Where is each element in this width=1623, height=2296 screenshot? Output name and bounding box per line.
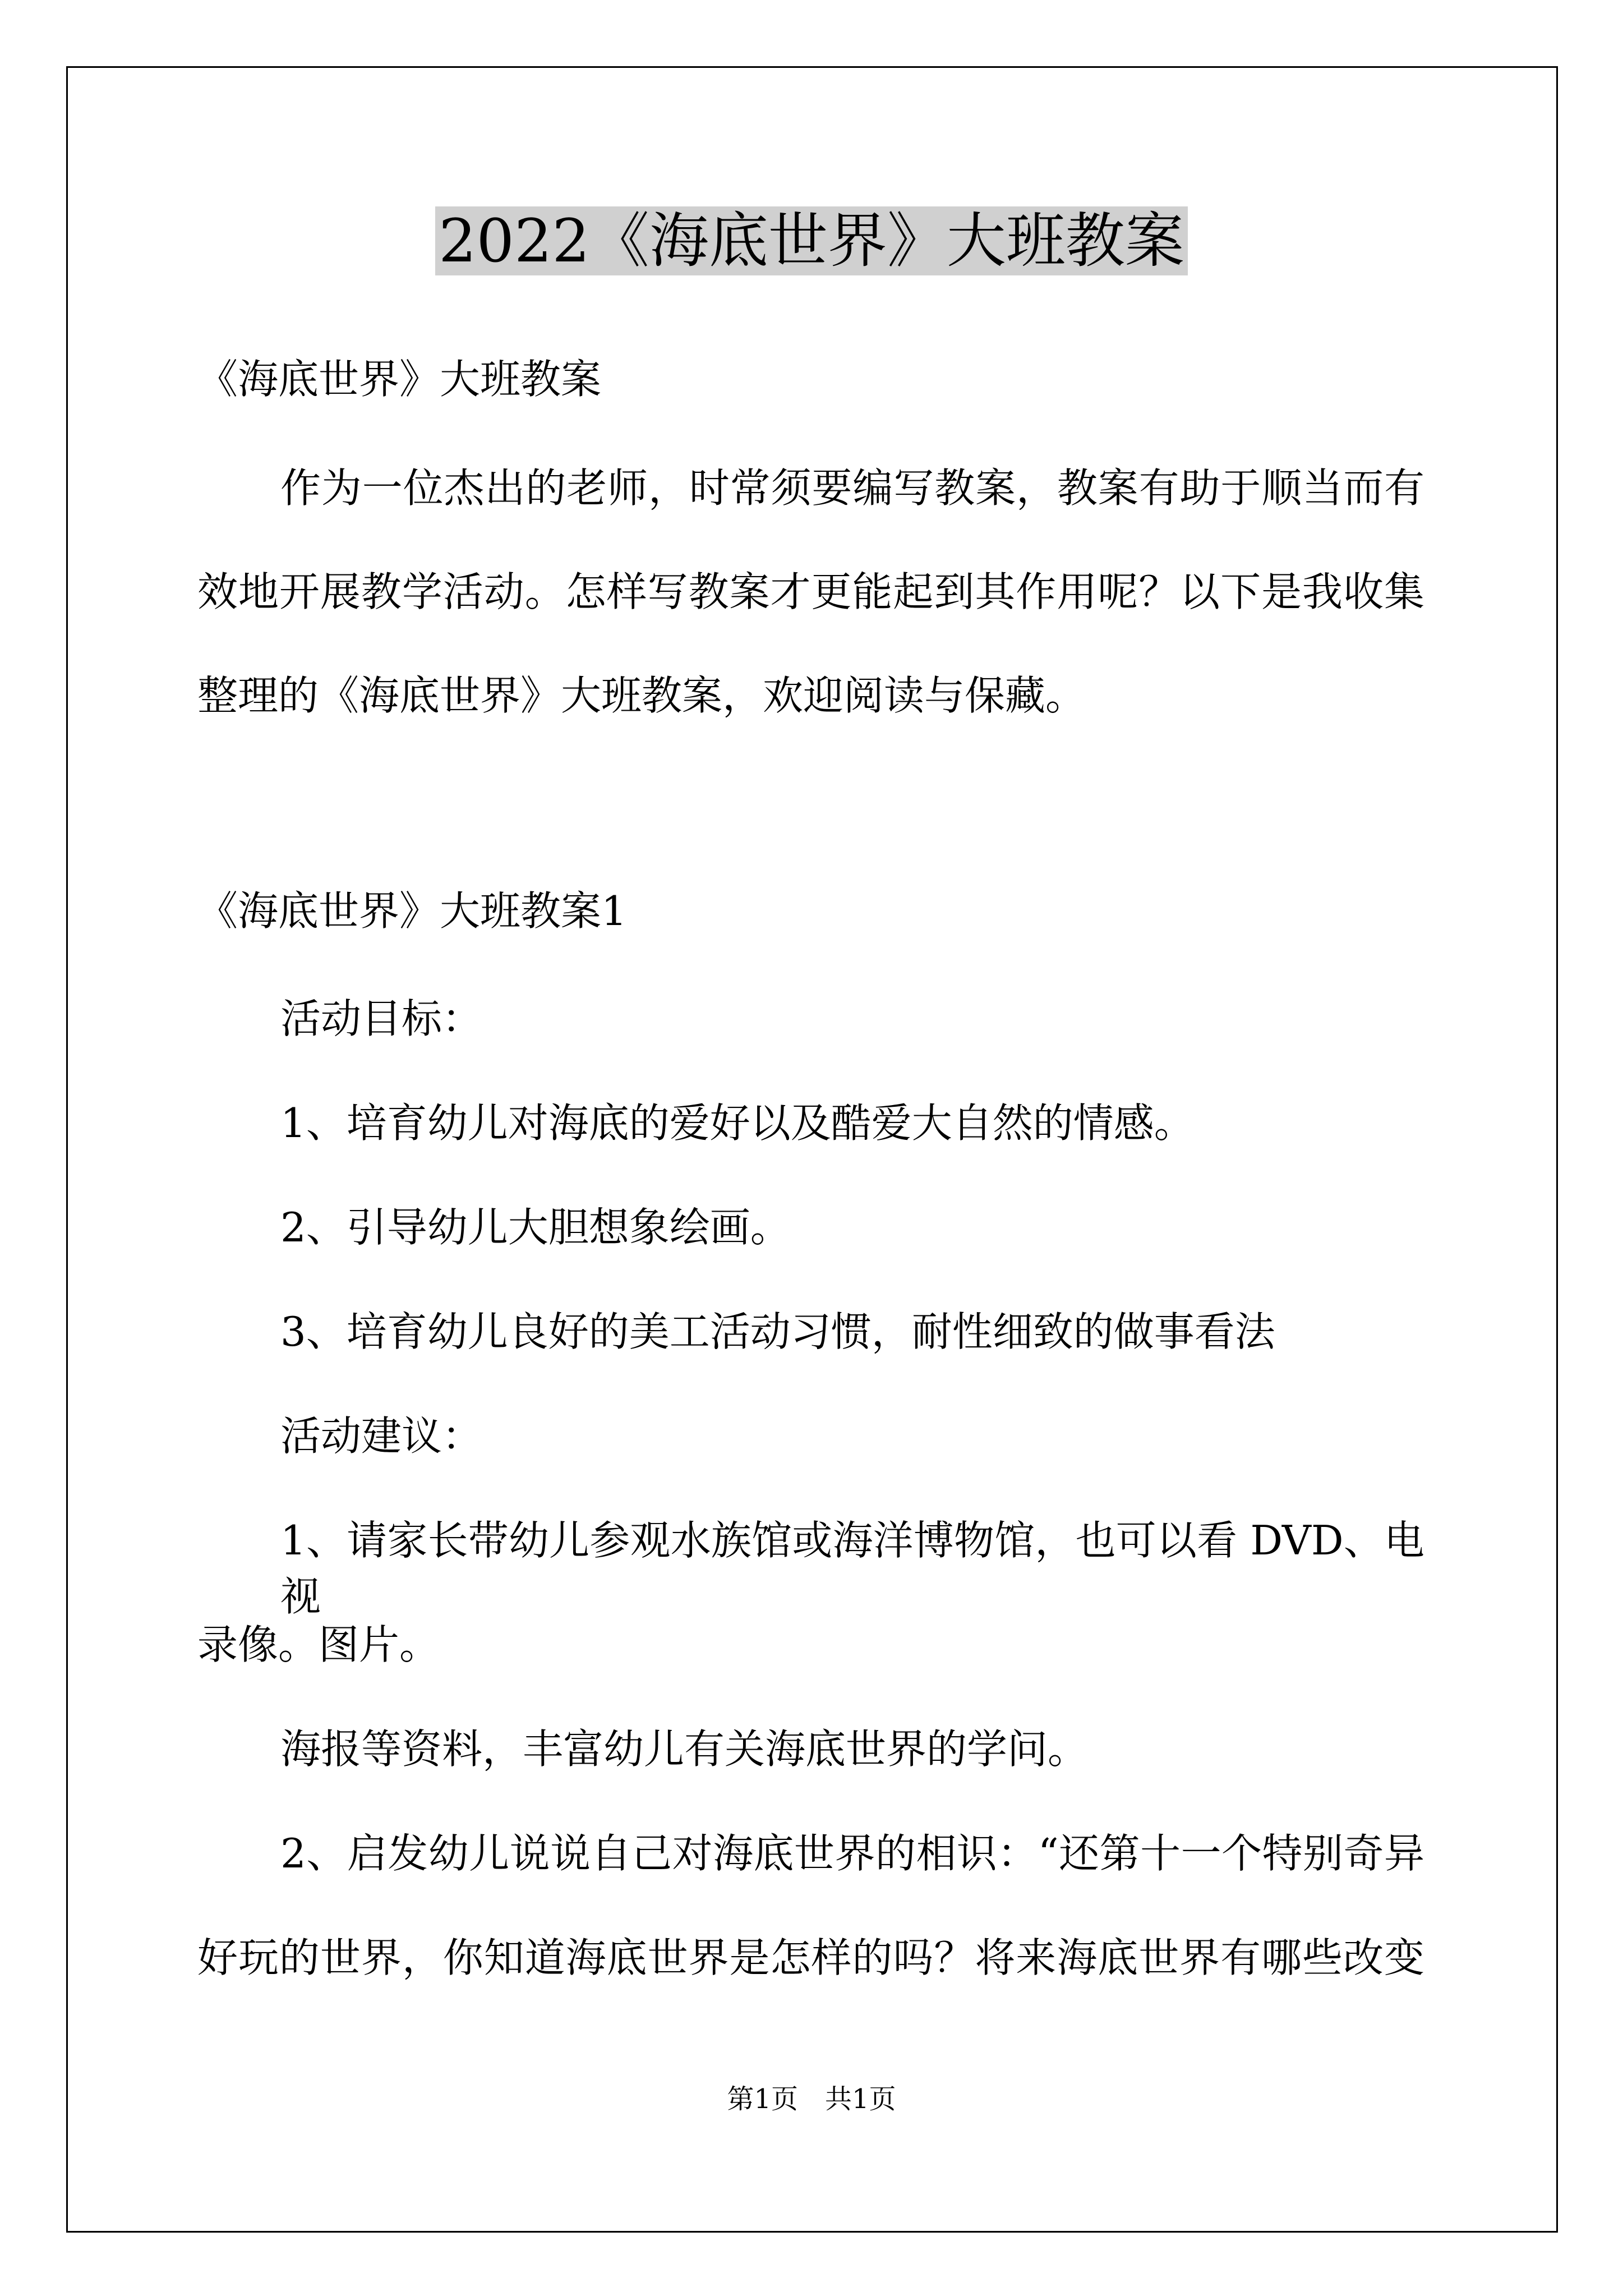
- paragraph-line: 2、启发幼儿说说自己对海底世界的相识：“还第十一个特别奇异: [280, 1830, 1424, 1877]
- paragraph-line: 海报等资料，丰富幼儿有关海底世界的学问。: [280, 1726, 1089, 1773]
- paragraph-line: 活动目标：: [280, 995, 483, 1042]
- page-footer: 第1页 共1页: [727, 2083, 896, 2115]
- document-title-text: 2022《海底世界》大班教案: [435, 206, 1188, 275]
- paragraph-line: 1、培育幼儿对海底的爱好以及酷爱大自然的情感。: [280, 1099, 1195, 1147]
- document-title: [0, 202, 1623, 280]
- paragraph-line: 好玩的世界，你知道海底世界是怎样的吗？将来海底世界有哪些改变: [197, 1934, 1424, 1981]
- paragraph-line: 活动建议：: [280, 1412, 483, 1460]
- paragraph-line: 录像。图片。: [197, 1621, 440, 1668]
- section-heading: 《海底世界》大班教案1: [197, 887, 627, 935]
- paragraph-line: 1、请家长带幼儿参观水族馆或海洋博物馆，也可以看 DVD、电视: [280, 1517, 1424, 1620]
- paragraph-line: 整理的《海底世界》大班教案，欢迎阅读与保藏。: [197, 672, 1086, 719]
- paragraph-line: 作为一位杰出的老师，时常须要编写教案，教案有助于顺当而有: [280, 464, 1424, 512]
- paragraph-line: 2、引导幼儿大胆想象绘画。: [280, 1204, 791, 1251]
- paragraph-line: 效地开展教学活动。怎样写教案才更能起到其作用呢？以下是我收集: [197, 568, 1424, 615]
- subtitle-line: 《海底世界》大班教案: [197, 356, 602, 403]
- paragraph-line: 3、培育幼儿良好的美工活动习惯，耐性细致的做事看法: [280, 1308, 1275, 1355]
